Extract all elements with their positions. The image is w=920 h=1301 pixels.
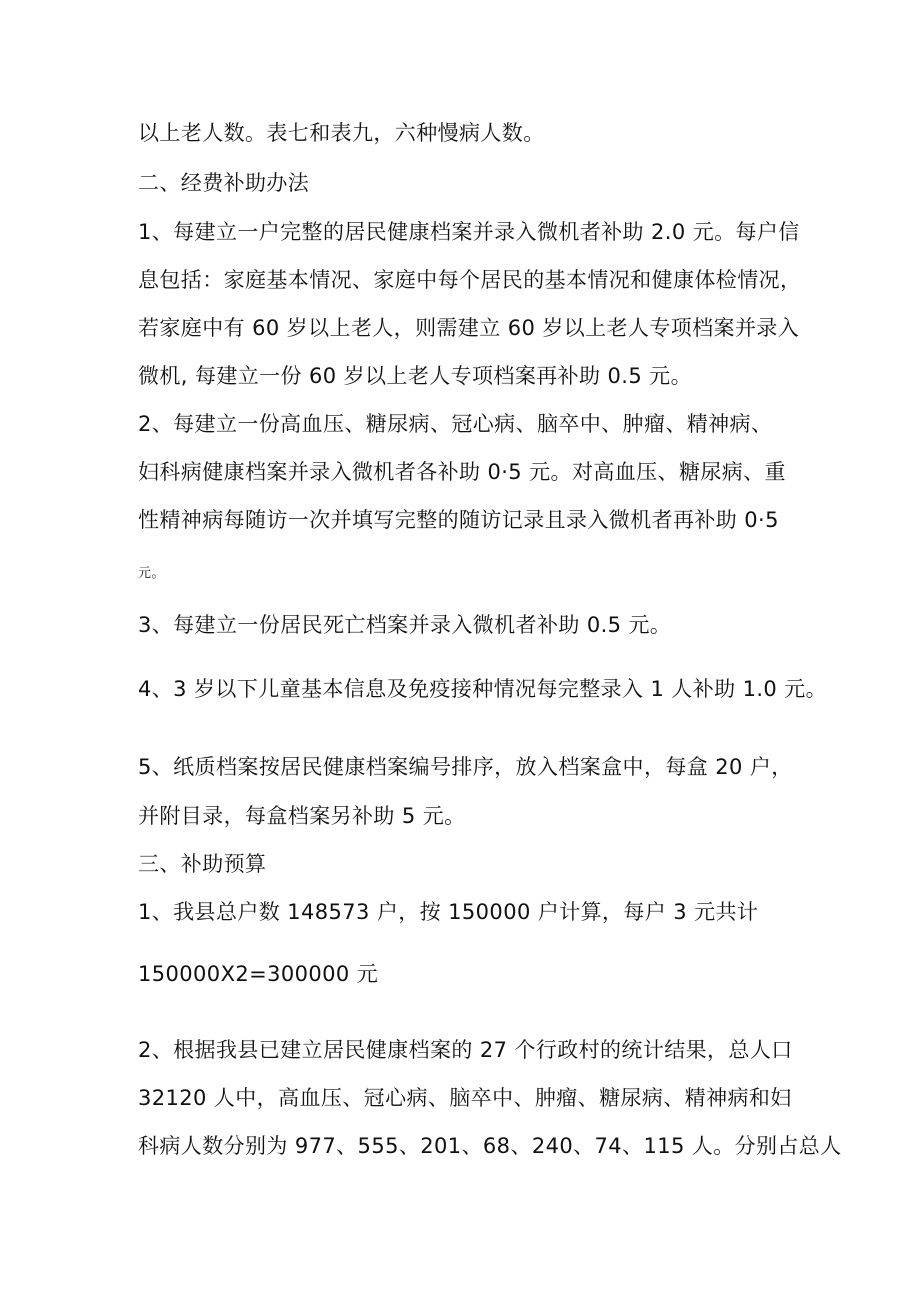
text-line-11: 3、每建立一份居民死亡档案并录入微机者补助 0.5 元。 [138,613,672,637]
text-line-7: 2、每建立一份高血压、糖尿病、冠心病、脑卒中、肿瘤、精神病、 [138,412,773,436]
section-heading-funding-method: 二、经费补助办法 [138,171,310,195]
text-line-10: 元。 [138,566,165,581]
text-line-3: 1、每建立一户完整的居民健康档案并录入微机者补助 2.0 元。每户信 [138,220,800,244]
text-line-1: 以上老人数。表七和表九，六种慢病人数。 [138,121,545,145]
text-line-13: 5、纸质档案按居民健康档案编号排序，放入档案盒中，每盒 20 户， [138,755,793,779]
text-line-12: 4、3 岁以下儿童基本信息及免疫接种情况每完整录入 1 人补助 1.0 元。 [138,677,828,701]
text-line-6: 微机, 每建立一份 60 岁以上老人专项档案再补助 0.5 元。 [138,364,692,388]
text-line-5: 若家庭中有 60 岁以上老人，则需建立 60 岁以上老人专项档案并录入 [138,316,800,340]
text-line-16: 1、我县总户数 148573 户，按 150000 户计算，每户 3 元共计 [138,900,759,924]
text-line-17: 150000X2=300000 元 [138,962,379,986]
text-line-8: 妇科病健康档案并录入微机者各补助 0·5 元。对高血压、糖尿病、重 [138,460,786,484]
section-heading-budget: 三、补助预算 [138,852,267,876]
text-line-14: 并附目录，每盒档案另补助 5 元。 [138,804,466,828]
text-line-19: 32120 人中，高血压、冠心病、脑卒中、肿瘤、糖尿病、精神病和妇 [138,1086,792,1110]
text-line-18: 2、根据我县已建立居民健康档案的 27 个行政村的统计结果，总人口 [138,1038,793,1062]
text-line-9: 性精神病每随访一次并填写完整的随访记录且录入微机者再补助 0·5 [138,508,779,532]
text-line-20: 科病人数分别为 977、555、201、68、240、74、115 人。分别占总人 [138,1134,842,1158]
text-line-4: 息包括：家庭基本情况、家庭中每个居民的基本情况和健康体检情况， [138,268,802,292]
